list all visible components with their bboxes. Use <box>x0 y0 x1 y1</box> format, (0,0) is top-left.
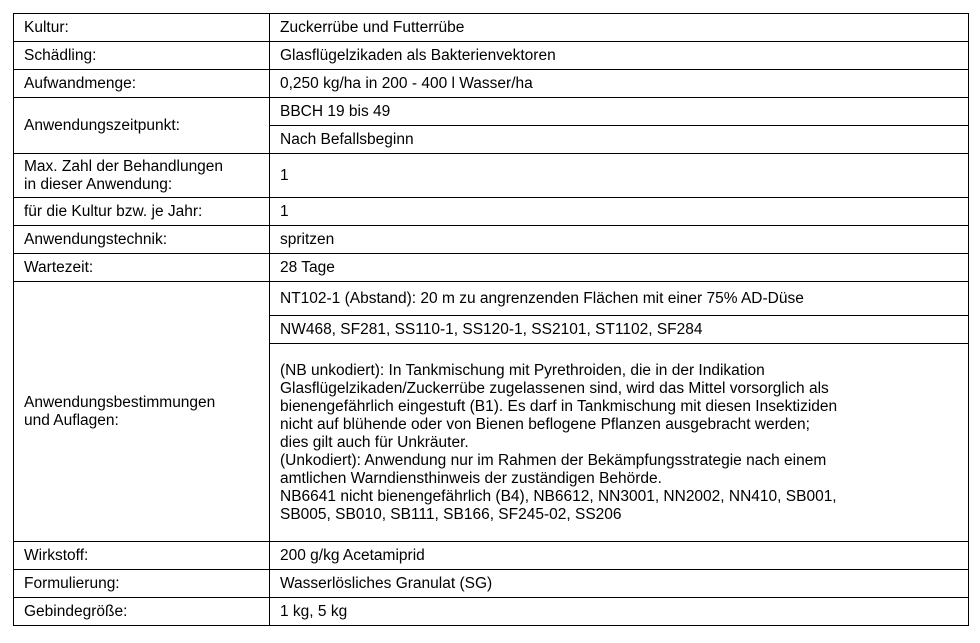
text-line: amtlichen Warndiensthinweis der zuständigen Behörde. <box>280 469 662 487</box>
row-value: Zuckerrübe und Futterrübe <box>270 14 969 42</box>
table-row-aufwandmenge <box>14 70 969 98</box>
row-label: Wartezeit: <box>14 254 270 282</box>
text-line: dies gilt auch für Unkräuter. <box>280 433 469 451</box>
row-value: 200 g/kg Acetamiprid <box>270 542 969 570</box>
table-row-kultur-jahr <box>14 198 969 226</box>
row-label: Anwendungszeitpunkt: <box>14 98 270 154</box>
text-line: nicht auf blühende oder von Bienen beflogene Pflanzen ausgebracht werden; <box>280 415 810 433</box>
row-label: Wirkstoff: <box>14 542 270 570</box>
row-value: Nach Befallsbeginn <box>270 126 969 154</box>
row-value: NT102-1 (Abstand): 20 m zu angrenzenden Flächen mit einer 75% AD-Düse <box>270 282 969 316</box>
row-value: 1 kg, 5 kg <box>270 598 969 626</box>
row-label-line: Anwendungsbestimmungen <box>24 393 216 411</box>
text-line: bienengefährlich eingestuft (B1). Es darf in Tankmischung mit diesen Insektiziden <box>280 397 838 415</box>
text-line: (Unkodiert): Anwendung nur im Rahmen der Bekämpfungsstrategie nach einem <box>280 451 827 469</box>
row-value: Glasflügelzikaden als Bakterienvektoren <box>270 42 969 70</box>
text-line: Glasflügelzikaden/Zuckerrübe zugelassenen sind, wird das Mittel vorsorglich als <box>280 379 829 397</box>
row-label <box>14 154 270 198</box>
row-value: 0,250 kg/ha in 200 - 400 l Wasser/ha <box>270 70 969 98</box>
text-line: NB6641 nicht bienengefährlich (B4), NB6612, NN3001, NN2002, NN410, SB001, <box>280 487 837 505</box>
product-info-table <box>13 13 969 626</box>
table-row-wirkstoff <box>14 542 969 570</box>
table-row-anwendungszeitpunkt <box>14 98 969 126</box>
row-label: Gebindegröße: <box>14 598 270 626</box>
row-value-text <box>270 344 969 542</box>
table-row-formulierung <box>14 570 969 598</box>
row-label <box>14 282 270 542</box>
row-value: 1 <box>270 154 969 198</box>
table-row-anwendungstechnik <box>14 226 969 254</box>
row-label: Kultur: <box>14 14 270 42</box>
table-row-auflagen <box>14 282 969 316</box>
row-label-line: Max. Zahl der Behandlungen <box>24 157 224 175</box>
row-label: Anwendungstechnik: <box>14 226 270 254</box>
text-line: (NB unkodiert): In Tankmischung mit Pyrethroiden, die in der Indikation <box>280 361 765 379</box>
row-value: BBCH 19 bis 49 <box>270 98 969 126</box>
table-row-gebindegroesse <box>14 598 969 626</box>
row-label: für die Kultur bzw. je Jahr: <box>14 198 270 226</box>
row-label: Schädling: <box>14 42 270 70</box>
text-line: SB005, SB010, SB111, SB166, SF245-02, SS206 <box>280 505 622 523</box>
table-row-kultur <box>14 14 969 42</box>
row-value: spritzen <box>270 226 969 254</box>
row-value: 1 <box>270 198 969 226</box>
row-label-line: in dieser Anwendung: <box>24 175 173 193</box>
table-row-schaedling <box>14 42 969 70</box>
row-label: Aufwandmenge: <box>14 70 270 98</box>
row-label-line: und Auflagen: <box>24 411 119 429</box>
table-row-max-behandlungen <box>14 154 969 198</box>
row-value: NW468, SF281, SS110-1, SS120-1, SS2101, ST1102, SF284 <box>270 316 969 344</box>
row-value: 28 Tage <box>270 254 969 282</box>
row-label: Formulierung: <box>14 570 270 598</box>
row-value: Wasserlösliches Granulat (SG) <box>270 570 969 598</box>
table-row-wartezeit <box>14 254 969 282</box>
